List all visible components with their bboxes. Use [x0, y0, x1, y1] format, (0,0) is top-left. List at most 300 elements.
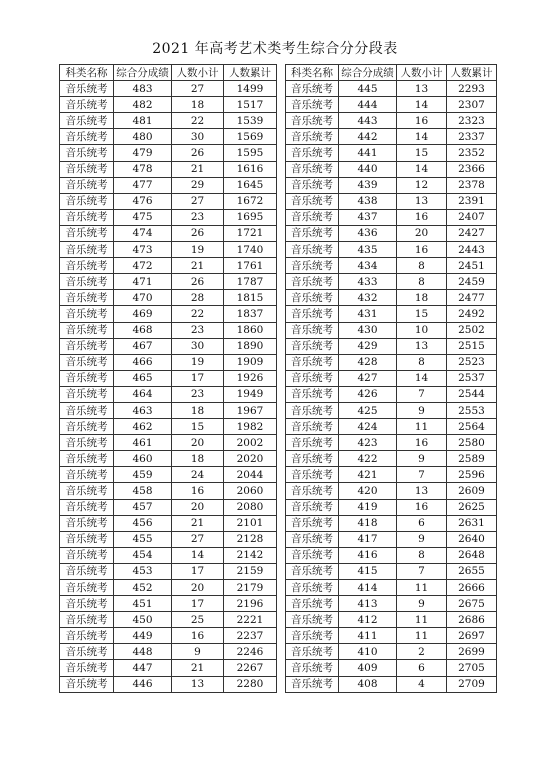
- subject-cell: 音乐统考: [60, 676, 114, 692]
- count-cell: 22: [172, 306, 224, 322]
- table-row: [60, 242, 277, 258]
- score-cell: 432: [339, 290, 397, 306]
- table-row: [60, 451, 277, 467]
- table-row: [286, 515, 497, 531]
- table-row: [286, 451, 497, 467]
- table-row: [286, 531, 497, 547]
- subject-cell: 音乐统考: [60, 596, 114, 612]
- cumulative-cell: 2060: [224, 483, 277, 499]
- score-cell: 410: [339, 644, 397, 660]
- score-cell: 459: [114, 467, 172, 483]
- score-cell: 443: [339, 113, 397, 129]
- cumulative-cell: 1787: [224, 274, 277, 290]
- count-cell: 27: [172, 193, 224, 209]
- subject-cell: 音乐统考: [286, 370, 339, 386]
- subject-cell: 音乐统考: [286, 563, 339, 579]
- count-cell: 9: [172, 644, 224, 660]
- cumulative-cell: 1926: [224, 370, 277, 386]
- table-row: [60, 612, 277, 628]
- header-score-cell: 综合分成绩: [339, 65, 397, 81]
- cumulative-cell: 1890: [224, 338, 277, 354]
- table-row: [286, 644, 497, 660]
- count-cell: 15: [397, 306, 447, 322]
- cumulative-cell: 2625: [447, 499, 497, 515]
- cumulative-cell: 2337: [447, 129, 497, 145]
- subject-cell: 音乐统考: [60, 225, 114, 241]
- table-row: [60, 161, 277, 177]
- cumulative-cell: 1695: [224, 209, 277, 225]
- header-cumulative-cell: 人数累计: [447, 65, 497, 81]
- table-row: [60, 563, 277, 579]
- subject-cell: 音乐统考: [60, 580, 114, 596]
- subject-cell: 音乐统考: [60, 499, 114, 515]
- cumulative-cell: 1569: [224, 129, 277, 145]
- subject-cell: 音乐统考: [60, 547, 114, 563]
- cumulative-cell: 1645: [224, 177, 277, 193]
- table-row: [60, 499, 277, 515]
- score-cell: 471: [114, 274, 172, 290]
- score-cell: 433: [339, 274, 397, 290]
- count-cell: 6: [397, 515, 447, 531]
- cumulative-cell: 2477: [447, 290, 497, 306]
- table-row: [60, 467, 277, 483]
- score-cell: 427: [339, 370, 397, 386]
- cumulative-cell: 2553: [447, 402, 497, 418]
- subject-cell: 音乐统考: [286, 499, 339, 515]
- score-cell: 466: [114, 354, 172, 370]
- cumulative-cell: 2080: [224, 499, 277, 515]
- table-row: [60, 225, 277, 241]
- score-cell: 482: [114, 97, 172, 113]
- score-cell: 439: [339, 177, 397, 193]
- subject-cell: 音乐统考: [60, 451, 114, 467]
- score-cell: 441: [339, 145, 397, 161]
- subject-cell: 音乐统考: [286, 322, 339, 338]
- score-cell: 460: [114, 451, 172, 467]
- score-cell: 412: [339, 612, 397, 628]
- count-cell: 8: [397, 354, 447, 370]
- table-row: [60, 580, 277, 596]
- table-row: [286, 435, 497, 451]
- cumulative-cell: 1761: [224, 258, 277, 274]
- subject-cell: 音乐统考: [286, 596, 339, 612]
- page-title: 2021 年高考艺术类考生综合分分段表: [152, 41, 398, 57]
- table-row: [286, 563, 497, 579]
- subject-cell: 音乐统考: [286, 451, 339, 467]
- subject-cell: 音乐统考: [60, 531, 114, 547]
- score-cell: 476: [114, 193, 172, 209]
- subject-cell: 音乐统考: [286, 161, 339, 177]
- subject-cell: 音乐统考: [286, 483, 339, 499]
- subject-cell: 音乐统考: [60, 628, 114, 644]
- subject-cell: 音乐统考: [60, 161, 114, 177]
- subject-cell: 音乐统考: [286, 531, 339, 547]
- header-count-cell: 人数小计: [397, 65, 447, 81]
- subject-cell: 音乐统考: [286, 129, 339, 145]
- count-cell: 17: [172, 596, 224, 612]
- subject-cell: 音乐统考: [286, 547, 339, 563]
- cumulative-cell: 2179: [224, 580, 277, 596]
- count-cell: 15: [172, 419, 224, 435]
- cumulative-cell: 2451: [447, 258, 497, 274]
- table-row: [286, 322, 497, 338]
- score-cell: 479: [114, 145, 172, 161]
- count-cell: 9: [397, 531, 447, 547]
- table-row: [286, 242, 497, 258]
- header-score-cell: 综合分成绩: [114, 65, 172, 81]
- subject-cell: 音乐统考: [60, 386, 114, 402]
- table-row: [60, 676, 277, 692]
- cumulative-cell: 2589: [447, 451, 497, 467]
- cumulative-cell: 1837: [224, 306, 277, 322]
- table-row: [286, 177, 497, 193]
- subject-cell: 音乐统考: [60, 97, 114, 113]
- cumulative-cell: 2378: [447, 177, 497, 193]
- count-cell: 16: [397, 209, 447, 225]
- subject-cell: 音乐统考: [60, 242, 114, 258]
- table-row: [60, 306, 277, 322]
- table-row: [286, 580, 497, 596]
- score-cell: 424: [339, 419, 397, 435]
- subject-cell: 音乐统考: [60, 435, 114, 451]
- table-row: [60, 531, 277, 547]
- cumulative-cell: 2686: [447, 612, 497, 628]
- cumulative-cell: 2323: [447, 113, 497, 129]
- subject-cell: 音乐统考: [60, 145, 114, 161]
- cumulative-cell: 2666: [447, 580, 497, 596]
- subject-cell: 音乐统考: [286, 660, 339, 676]
- table-row: [286, 145, 497, 161]
- count-cell: 27: [172, 531, 224, 547]
- table-row: [60, 209, 277, 225]
- count-cell: 16: [397, 242, 447, 258]
- count-cell: 28: [172, 290, 224, 306]
- score-cell: 413: [339, 596, 397, 612]
- subject-cell: 音乐统考: [60, 419, 114, 435]
- cumulative-cell: 1539: [224, 113, 277, 129]
- score-cell: 450: [114, 612, 172, 628]
- cumulative-cell: 2459: [447, 274, 497, 290]
- cumulative-cell: 2407: [447, 209, 497, 225]
- score-cell: 440: [339, 161, 397, 177]
- score-cell: 470: [114, 290, 172, 306]
- table-row: [60, 354, 277, 370]
- table-row: [286, 113, 497, 129]
- table-row: [60, 290, 277, 306]
- table-row: [286, 161, 497, 177]
- count-cell: 18: [397, 290, 447, 306]
- subject-cell: 音乐统考: [60, 644, 114, 660]
- subject-cell: 音乐统考: [60, 177, 114, 193]
- score-cell: 483: [114, 81, 172, 97]
- count-cell: 9: [397, 451, 447, 467]
- header-subject-cell: 科类名称: [60, 65, 114, 81]
- count-cell: 14: [172, 547, 224, 563]
- cumulative-cell: 2523: [447, 354, 497, 370]
- header-cumulative-cell: 人数累计: [224, 65, 277, 81]
- count-cell: 16: [397, 435, 447, 451]
- header-subject-cell: 科类名称: [286, 65, 339, 81]
- count-cell: 20: [172, 435, 224, 451]
- subject-cell: 音乐统考: [60, 483, 114, 499]
- count-cell: 11: [397, 580, 447, 596]
- cumulative-cell: 1499: [224, 81, 277, 97]
- score-cell: 474: [114, 225, 172, 241]
- cumulative-cell: 1595: [224, 145, 277, 161]
- cumulative-cell: 2640: [447, 531, 497, 547]
- count-cell: 7: [397, 563, 447, 579]
- count-cell: 21: [172, 660, 224, 676]
- score-cell: 444: [339, 97, 397, 113]
- count-cell: 13: [397, 81, 447, 97]
- subject-cell: 音乐统考: [286, 628, 339, 644]
- score-cell: 446: [114, 676, 172, 692]
- subject-cell: 音乐统考: [60, 322, 114, 338]
- cumulative-cell: 2280: [224, 676, 277, 692]
- score-cell: 457: [114, 499, 172, 515]
- table-row: [286, 370, 497, 386]
- cumulative-cell: 1909: [224, 354, 277, 370]
- table-row: [286, 402, 497, 418]
- score-cell: 451: [114, 596, 172, 612]
- score-cell: 435: [339, 242, 397, 258]
- table-row: [60, 547, 277, 563]
- score-cell: 431: [339, 306, 397, 322]
- cumulative-cell: 2699: [447, 644, 497, 660]
- table-row: [286, 290, 497, 306]
- score-cell: 461: [114, 435, 172, 451]
- count-cell: 14: [397, 370, 447, 386]
- table-row: [286, 338, 497, 354]
- count-cell: 23: [172, 209, 224, 225]
- count-cell: 23: [172, 386, 224, 402]
- subject-cell: 音乐统考: [286, 402, 339, 418]
- cumulative-cell: 1616: [224, 161, 277, 177]
- count-cell: 17: [172, 370, 224, 386]
- score-cell: 475: [114, 209, 172, 225]
- cumulative-cell: 1967: [224, 402, 277, 418]
- count-cell: 8: [397, 258, 447, 274]
- count-cell: 4: [397, 676, 447, 692]
- cumulative-cell: 2564: [447, 419, 497, 435]
- subject-cell: 音乐统考: [286, 258, 339, 274]
- cumulative-cell: 2443: [447, 242, 497, 258]
- count-cell: 6: [397, 660, 447, 676]
- table-row: [286, 193, 497, 209]
- score-cell: 458: [114, 483, 172, 499]
- score-cell: 447: [114, 660, 172, 676]
- table-row: [286, 676, 497, 692]
- subject-cell: 音乐统考: [286, 515, 339, 531]
- score-cell: 434: [339, 258, 397, 274]
- cumulative-cell: 1740: [224, 242, 277, 258]
- count-cell: 8: [397, 547, 447, 563]
- count-cell: 22: [172, 113, 224, 129]
- subject-cell: 音乐统考: [60, 209, 114, 225]
- score-cell: 436: [339, 225, 397, 241]
- subject-cell: 音乐统考: [60, 467, 114, 483]
- score-cell: 437: [339, 209, 397, 225]
- cumulative-cell: 2293: [447, 81, 497, 97]
- table-row: [60, 338, 277, 354]
- table-row: [60, 644, 277, 660]
- score-cell: 418: [339, 515, 397, 531]
- score-cell: 416: [339, 547, 397, 563]
- subject-cell: 音乐统考: [286, 612, 339, 628]
- subject-cell: 音乐统考: [286, 435, 339, 451]
- table-row: [60, 660, 277, 676]
- score-cell: 478: [114, 161, 172, 177]
- table-row: [60, 97, 277, 113]
- cumulative-cell: 2101: [224, 515, 277, 531]
- score-cell: 423: [339, 435, 397, 451]
- cumulative-cell: 2142: [224, 547, 277, 563]
- cumulative-cell: 2307: [447, 97, 497, 113]
- subject-cell: 音乐统考: [286, 242, 339, 258]
- count-cell: 19: [172, 242, 224, 258]
- count-cell: 18: [172, 97, 224, 113]
- score-cell: 467: [114, 338, 172, 354]
- score-cell: 473: [114, 242, 172, 258]
- table-row: [60, 145, 277, 161]
- subject-cell: 音乐统考: [286, 145, 339, 161]
- table-row: [60, 193, 277, 209]
- cumulative-cell: 2705: [447, 660, 497, 676]
- count-cell: 11: [397, 612, 447, 628]
- cumulative-cell: 2267: [224, 660, 277, 676]
- count-cell: 20: [397, 225, 447, 241]
- count-cell: 14: [397, 129, 447, 145]
- table-row: [60, 435, 277, 451]
- score-cell: 417: [339, 531, 397, 547]
- subject-cell: 音乐统考: [60, 290, 114, 306]
- subject-cell: 音乐统考: [286, 177, 339, 193]
- subject-cell: 音乐统考: [60, 129, 114, 145]
- table-row: [286, 547, 497, 563]
- table-row: [286, 354, 497, 370]
- cumulative-cell: 2128: [224, 531, 277, 547]
- cumulative-cell: 2246: [224, 644, 277, 660]
- count-cell: 30: [172, 338, 224, 354]
- count-cell: 16: [397, 499, 447, 515]
- score-cell: 438: [339, 193, 397, 209]
- cumulative-cell: 2391: [447, 193, 497, 209]
- score-cell: 415: [339, 563, 397, 579]
- subject-cell: 音乐统考: [286, 306, 339, 322]
- score-cell: 456: [114, 515, 172, 531]
- score-cell: 455: [114, 531, 172, 547]
- cumulative-cell: 2675: [447, 596, 497, 612]
- table-row: [60, 81, 277, 97]
- score-cell: 468: [114, 322, 172, 338]
- table-row: [286, 628, 497, 644]
- score-cell: 421: [339, 467, 397, 483]
- cumulative-cell: 2020: [224, 451, 277, 467]
- table-row: [286, 258, 497, 274]
- cumulative-cell: 2515: [447, 338, 497, 354]
- subject-cell: 音乐统考: [60, 354, 114, 370]
- count-cell: 21: [172, 161, 224, 177]
- table-row: [286, 596, 497, 612]
- subject-cell: 音乐统考: [286, 209, 339, 225]
- subject-cell: 音乐统考: [60, 258, 114, 274]
- score-cell: 463: [114, 402, 172, 418]
- count-cell: 18: [172, 402, 224, 418]
- table-row: [286, 274, 497, 290]
- score-cell: 430: [339, 322, 397, 338]
- score-cell: 411: [339, 628, 397, 644]
- subject-cell: 音乐统考: [60, 274, 114, 290]
- subject-cell: 音乐统考: [286, 419, 339, 435]
- count-cell: 7: [397, 386, 447, 402]
- table-header-row: [60, 65, 277, 81]
- score-cell: 422: [339, 451, 397, 467]
- count-cell: 17: [172, 563, 224, 579]
- subject-cell: 音乐统考: [60, 193, 114, 209]
- score-cell: 425: [339, 402, 397, 418]
- cumulative-cell: 2352: [447, 145, 497, 161]
- table-row: [286, 419, 497, 435]
- table-row: [286, 97, 497, 113]
- table-row: [286, 660, 497, 676]
- score-cell: 414: [339, 580, 397, 596]
- count-cell: 27: [172, 81, 224, 97]
- score-cell: 480: [114, 129, 172, 145]
- count-cell: 20: [172, 499, 224, 515]
- cumulative-cell: 2580: [447, 435, 497, 451]
- table-row: [60, 129, 277, 145]
- count-cell: 14: [397, 161, 447, 177]
- table-row: [286, 483, 497, 499]
- score-table-right: [285, 64, 497, 693]
- count-cell: 16: [397, 113, 447, 129]
- table-row: [286, 81, 497, 97]
- score-cell: 465: [114, 370, 172, 386]
- cumulative-cell: 1721: [224, 225, 277, 241]
- subject-cell: 音乐统考: [60, 113, 114, 129]
- table-row: [60, 274, 277, 290]
- count-cell: 9: [397, 402, 447, 418]
- cumulative-cell: 1860: [224, 322, 277, 338]
- count-cell: 11: [397, 419, 447, 435]
- subject-cell: 音乐统考: [286, 467, 339, 483]
- subject-cell: 音乐统考: [60, 402, 114, 418]
- table-row: [60, 370, 277, 386]
- table-row: [286, 386, 497, 402]
- subject-cell: 音乐统考: [60, 306, 114, 322]
- count-cell: 20: [172, 580, 224, 596]
- score-cell: 408: [339, 676, 397, 692]
- table-row: [286, 129, 497, 145]
- count-cell: 2: [397, 644, 447, 660]
- cumulative-cell: 1815: [224, 290, 277, 306]
- score-cell: 426: [339, 386, 397, 402]
- count-cell: 13: [397, 338, 447, 354]
- cumulative-cell: 2427: [447, 225, 497, 241]
- subject-cell: 音乐统考: [286, 225, 339, 241]
- count-cell: 11: [397, 628, 447, 644]
- table-row: [60, 628, 277, 644]
- score-cell: 477: [114, 177, 172, 193]
- subject-cell: 音乐统考: [60, 612, 114, 628]
- cumulative-cell: 2366: [447, 161, 497, 177]
- table-row: [60, 515, 277, 531]
- score-cell: 464: [114, 386, 172, 402]
- count-cell: 24: [172, 467, 224, 483]
- cumulative-cell: 1517: [224, 97, 277, 113]
- score-table-left: [59, 64, 277, 693]
- subject-cell: 音乐统考: [60, 338, 114, 354]
